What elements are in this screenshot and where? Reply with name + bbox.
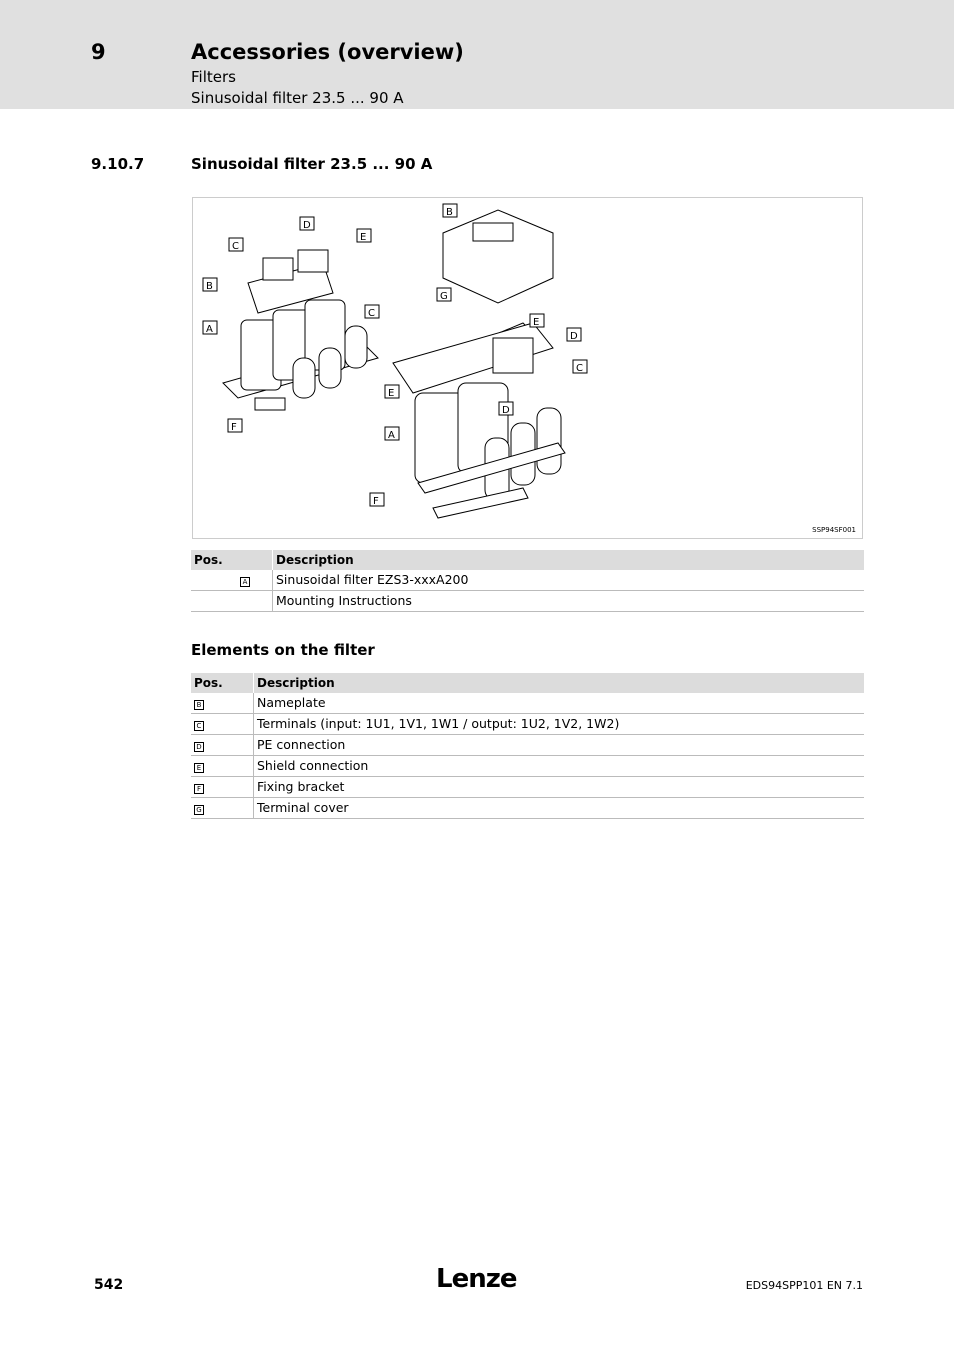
fig-label: D [570, 331, 578, 342]
table-row [191, 570, 864, 591]
fig-label: F [373, 496, 379, 507]
page-header [0, 0, 954, 109]
fig-label: D [303, 220, 311, 231]
pos-header: Pos. [191, 550, 273, 570]
chapter-number: 9 [91, 40, 106, 64]
section-title: Sinusoidal filter 23.5 ... 90 A [191, 155, 433, 173]
fig-label: B [206, 281, 213, 292]
section-number: 9.10.7 [91, 155, 145, 173]
lenze-logo: Lenze [436, 1264, 517, 1294]
elements-table [191, 673, 864, 819]
fig-label: D [502, 405, 510, 416]
pos-letter: A [240, 577, 250, 587]
pos-letter [191, 591, 273, 612]
fig-label: A [206, 324, 213, 335]
row-description: Terminal cover [254, 798, 865, 819]
header-subtitle-filter-range: Sinusoidal filter 23.5 ... 90 A [191, 89, 404, 107]
row-description: Terminals (input: 1U1, 1V1, 1W1 / output: 1U2, 1V2, 1W2) [254, 714, 865, 735]
fig-label: B [446, 207, 453, 218]
pos-letter: B [194, 700, 204, 710]
pos-header: Pos. [191, 673, 254, 693]
chapter-title: Accessories (overview) [191, 40, 464, 64]
row-description: PE connection [254, 735, 865, 756]
table-row [191, 756, 864, 777]
document-id: EDS94SPP101 EN 7.1 [745, 1279, 863, 1292]
table-row [191, 714, 864, 735]
fig-label: A [388, 430, 395, 441]
fig-label: G [440, 291, 448, 302]
row-description: Shield connection [254, 756, 865, 777]
fig-label: F [231, 422, 237, 433]
filter-drawing [193, 198, 864, 540]
fig-label: E [360, 232, 367, 243]
page-number: 542 [94, 1277, 124, 1293]
table-row [191, 591, 864, 612]
pos-letter: D [194, 742, 204, 752]
filter-table [191, 550, 864, 612]
row-description: Fixing bracket [254, 777, 865, 798]
table-row [191, 798, 864, 819]
row-description: Sinusoidal filter EZS3-xxxA200 [273, 570, 865, 591]
fig-label: C [232, 241, 239, 252]
table-row [191, 693, 864, 714]
header-subtitle-filters: Filters [191, 68, 236, 86]
fig-label: E [388, 388, 395, 399]
row-description: Nameplate [254, 693, 865, 714]
elements-heading: Elements on the filter [191, 641, 375, 659]
row-description: Mounting Instructions [273, 591, 865, 612]
description-header: Description [254, 673, 865, 693]
fig-label: C [368, 308, 375, 319]
table-row [191, 777, 864, 798]
filter-figure [192, 197, 863, 539]
pos-letter: G [194, 805, 204, 815]
pos-letter: C [194, 721, 204, 731]
table-row [191, 735, 864, 756]
fig-label: C [576, 363, 583, 374]
pos-letter: F [194, 784, 204, 794]
pos-letter: E [194, 763, 204, 773]
description-header: Description [273, 550, 865, 570]
fig-label: E [533, 317, 540, 328]
figure-code: SSP94SF001 [812, 526, 856, 534]
